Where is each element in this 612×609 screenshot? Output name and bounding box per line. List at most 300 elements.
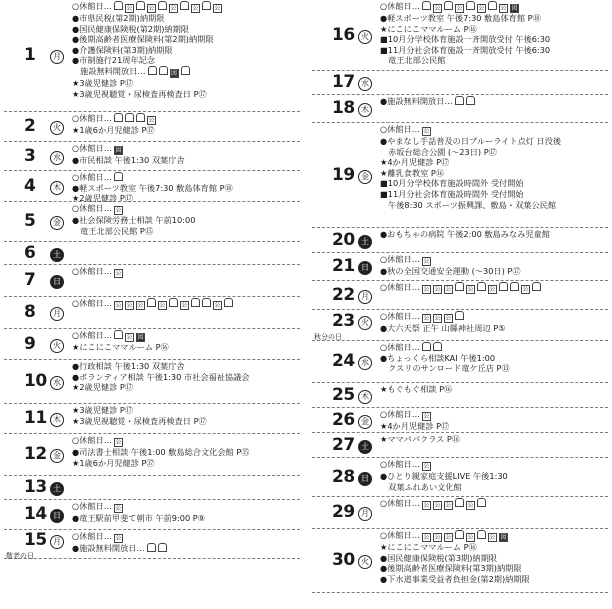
calendar-day-5	[4, 202, 300, 242]
day-number: 14	[24, 504, 47, 524]
day-number: 5	[24, 211, 36, 231]
hall-icon: 公	[467, 534, 474, 541]
hall-icon: 公	[115, 302, 122, 309]
event-text: ●国民健康保険税(第3期)納期限	[380, 552, 497, 563]
event-list	[380, 498, 608, 510]
day-number: 8	[24, 302, 36, 322]
calendar-day-28	[312, 458, 608, 497]
library-icon: 図	[500, 534, 507, 541]
weekday-badge: 火	[358, 555, 372, 569]
event-line	[380, 353, 608, 364]
hall-icon: 公	[423, 286, 430, 293]
day-number: 13	[24, 477, 47, 497]
weekday-badge: 火	[358, 316, 372, 330]
event-text: ●ひとり親家庭支援LIVE 午後1:30	[380, 471, 508, 481]
weekday-badge: 火	[50, 121, 64, 135]
hall-icon: 公	[115, 505, 122, 512]
event-line	[380, 311, 608, 323]
day-number: 19	[332, 165, 355, 185]
event-list	[72, 172, 300, 204]
event-text: 赤坂台総合公園 (～23日) P⑰	[388, 146, 497, 157]
hall-icon: 公	[489, 534, 496, 541]
hall-icon: 公	[423, 502, 430, 509]
event-text: ○休館日…	[380, 459, 420, 469]
library-icon: 図	[511, 5, 518, 12]
event-line	[380, 254, 608, 266]
facility-icon	[466, 1, 475, 10]
event-text: ○休館日…	[72, 266, 112, 276]
event-text: ●後期高齢者医療保険料(第2期)納期限	[72, 34, 214, 45]
event-line	[72, 531, 300, 543]
event-list	[72, 113, 300, 136]
weekday-badge: 月	[50, 535, 64, 549]
event-line	[380, 563, 608, 574]
weekday-badge: 日	[50, 509, 64, 523]
hall-icon: 公	[423, 534, 430, 541]
event-text: 竜王北部公民館	[388, 55, 446, 66]
calendar-day-29	[312, 497, 608, 529]
event-text: ○休館日…	[72, 298, 112, 308]
calendar-day-1	[4, 0, 300, 112]
event-line	[380, 34, 608, 45]
event-line	[72, 447, 300, 458]
weekday-badge: 日	[50, 275, 64, 289]
facility-icon	[180, 1, 189, 10]
event-text: ★3歳児視聴覚・尿検査再検査日 P⑰	[72, 415, 207, 426]
weekday-badge: 土	[50, 248, 64, 262]
event-line	[72, 361, 300, 372]
facility-icon	[191, 298, 200, 307]
event-line	[72, 89, 300, 100]
event-line	[380, 409, 608, 421]
event-line	[380, 178, 608, 189]
event-text: ●社会保険労務士相談 午前10:00	[72, 215, 196, 225]
hall-icon: 公	[170, 5, 177, 12]
hall-icon: 公	[115, 439, 122, 446]
hall-icon: 公	[214, 5, 221, 12]
hall-icon: 公	[500, 5, 507, 12]
event-text: ●軽スポーツ教室 午後7:30 敷島体育館 P⑱	[72, 182, 233, 193]
event-list	[72, 531, 300, 554]
hall-icon: 公	[522, 286, 529, 293]
event-list	[380, 434, 608, 445]
day-number: 2	[24, 116, 36, 136]
calendar-day-8	[4, 297, 300, 329]
calendar-day-13	[4, 476, 300, 500]
event-text: ●秋の全国交通安全運動 (～30日) P⑰	[380, 266, 521, 276]
event-line	[72, 55, 300, 66]
event-list	[72, 435, 300, 468]
calendar-day-22	[312, 281, 608, 310]
event-text: ○休館日…	[380, 409, 420, 419]
event-line	[380, 147, 608, 158]
event-line	[72, 382, 300, 393]
facility-icon	[158, 543, 167, 552]
event-line	[72, 45, 300, 56]
weekday-badge: 木	[358, 390, 372, 404]
event-line	[380, 200, 608, 211]
event-text: ●軽スポーツ教室 午後7:30 敷島体育館 P⑱	[380, 13, 541, 23]
hall-icon: 公	[445, 315, 452, 322]
day-number: 12	[24, 444, 47, 464]
weekday-badge: 月	[358, 290, 372, 304]
calendar-day-6	[4, 242, 300, 265]
event-text: 施設無料開放日…	[80, 65, 146, 76]
calendar-day-18	[312, 95, 608, 123]
calendar-day-2	[4, 112, 300, 142]
event-line	[72, 1, 300, 13]
event-text: ■10月分学校体育施設一斉開放受付 午後6:30	[380, 34, 551, 45]
hall-icon: 公	[115, 207, 122, 214]
event-line	[380, 124, 608, 136]
event-text: ●行政相談 午後1:30 双葉庁舎	[72, 361, 185, 371]
day-number: 24	[332, 351, 355, 371]
event-list	[380, 459, 608, 492]
event-line	[72, 372, 300, 383]
facility-icon	[455, 530, 464, 539]
event-list	[380, 282, 608, 294]
facility-icon	[477, 530, 486, 539]
facility-icon	[169, 298, 178, 307]
day-number: 3	[24, 146, 36, 166]
day-number: 20	[332, 230, 355, 250]
event-line	[72, 405, 300, 416]
event-text: ●下水道事業受益者負担金(第2期)納期限	[380, 573, 530, 584]
facility-icon	[224, 298, 233, 307]
event-line	[380, 542, 608, 553]
weekday-badge: 木	[50, 181, 64, 195]
hall-icon: 公	[137, 302, 144, 309]
event-line	[72, 24, 300, 35]
day-number: 30	[332, 550, 355, 570]
facility-icon	[114, 113, 123, 122]
facility-icon	[466, 96, 475, 105]
event-line	[380, 266, 608, 277]
calendar-day-20	[312, 228, 608, 253]
event-list	[72, 501, 300, 524]
event-text: ○休館日…	[72, 172, 112, 182]
hall-icon: 公	[445, 502, 452, 509]
event-text: ●やまなし手話普及の日ブルーライト点灯 日没後	[380, 136, 562, 146]
event-text: ★離乳食教室 P⑯	[380, 167, 445, 178]
weekday-badge: 火	[50, 339, 64, 353]
facility-icon	[148, 66, 157, 75]
event-list	[72, 361, 300, 393]
hall-icon: 公	[478, 5, 485, 12]
weekday-badge: 月	[50, 50, 64, 64]
event-line	[72, 143, 300, 155]
event-line	[380, 24, 608, 35]
calendar-day-11	[4, 404, 300, 434]
event-line	[380, 96, 608, 107]
event-text: ●介護保険料(第3期)納期限	[72, 44, 173, 55]
calendar-day-26	[312, 408, 608, 433]
weekday-badge: 水	[50, 376, 64, 390]
event-text: ■11月分社会体育施設時間外 受付開始	[380, 188, 524, 199]
event-text: ●ボランティア相談 午後1:30 市社会福祉協議会	[72, 371, 250, 382]
weekday-badge: 火	[358, 30, 372, 44]
event-text: ●市民相談 午後1:30 双葉庁舎	[72, 155, 185, 165]
event-line	[72, 215, 300, 226]
facility-icon	[477, 498, 486, 507]
event-text: ●施設無料開放日…	[72, 543, 145, 553]
event-text: ●施設無料開放日…	[380, 96, 453, 106]
event-line	[380, 157, 608, 168]
hall-icon: 公	[423, 128, 430, 135]
library-icon: 図	[137, 334, 144, 341]
event-list	[380, 1, 608, 66]
event-text: ○休館日…	[380, 530, 420, 540]
event-text: ■10月分学校体育施設時間外 受付開始	[380, 178, 524, 189]
event-text: ★3歳児健診 P⑰	[72, 77, 134, 88]
facility-icon	[125, 113, 134, 122]
facility-icon	[114, 1, 123, 10]
calendar-day-19	[312, 123, 608, 228]
event-line	[380, 45, 608, 56]
hall-icon: 公	[181, 302, 188, 309]
event-text: ●おもちゃの病院 午後2:00 敷島みなみ児童館	[380, 229, 550, 239]
weekday-badge: 土	[50, 482, 64, 496]
day-number: 27	[332, 435, 355, 455]
event-line	[380, 1, 608, 13]
calendar-day-15	[4, 530, 300, 559]
facility-icon	[114, 172, 123, 181]
event-text: ○休館日…	[380, 282, 420, 292]
day-number: 25	[332, 385, 355, 405]
facility-icon	[455, 282, 464, 291]
event-text: ★1歳6か月児健診 P⑰	[72, 125, 155, 135]
event-line	[72, 330, 300, 342]
event-list	[380, 229, 608, 240]
event-line	[72, 298, 300, 310]
event-list	[72, 405, 300, 426]
event-line	[72, 203, 300, 215]
event-text: ★にこにこママルーム P⑯	[380, 23, 477, 34]
event-line	[72, 513, 300, 524]
facility-icon	[455, 311, 464, 320]
facility-icon	[477, 282, 486, 291]
weekday-badge: 日	[358, 472, 372, 486]
event-line	[72, 113, 300, 125]
hall-icon: 公	[148, 117, 155, 124]
event-text: ★にこにこママルーム P⑯	[380, 542, 477, 552]
hall-icon: 公	[434, 315, 441, 322]
weekday-badge: 土	[358, 440, 372, 454]
event-line	[380, 574, 608, 585]
calendar-day-17	[312, 71, 608, 95]
weekday-badge: 土	[358, 235, 372, 249]
hall-icon: 公	[192, 5, 199, 12]
event-line	[72, 172, 300, 183]
hall-icon: 公	[126, 302, 133, 309]
hall-icon: 公	[445, 286, 452, 293]
facility-icon	[488, 1, 497, 10]
event-text: ○休館日…	[72, 143, 112, 153]
event-list	[380, 530, 608, 584]
day-number: 10	[24, 371, 47, 391]
facility-icon	[510, 282, 519, 291]
facility-icon	[444, 1, 453, 10]
event-text: ○休館日…	[72, 330, 112, 340]
event-text: ○休館日…	[72, 531, 112, 541]
facility-icon	[114, 330, 123, 339]
hall-icon: 公	[445, 534, 452, 541]
event-line	[380, 13, 608, 24]
facility-icon	[136, 1, 145, 10]
event-text: ○休館日…	[72, 435, 112, 445]
day-number: 4	[24, 176, 36, 196]
day-number: 23	[332, 311, 355, 331]
day-number: 21	[332, 256, 355, 276]
event-list	[72, 143, 300, 166]
event-list	[72, 298, 300, 310]
day-number: 28	[332, 467, 355, 487]
day-number: 9	[24, 334, 36, 354]
facility-icon	[455, 96, 464, 105]
facility-icon	[181, 66, 190, 75]
day-number: 18	[332, 98, 355, 118]
weekday-badge: 木	[50, 413, 64, 427]
weekday-badge: 日	[358, 261, 372, 275]
event-line	[72, 66, 300, 78]
hall-icon: 公	[434, 534, 441, 541]
hall-icon: 公	[423, 258, 430, 265]
weekday-badge: 金	[358, 170, 372, 184]
event-line	[380, 136, 608, 147]
event-line	[380, 421, 608, 432]
hall-icon: 公	[115, 270, 122, 277]
event-line	[380, 168, 608, 179]
event-list	[72, 1, 300, 99]
facility-icon	[158, 1, 167, 10]
event-line	[380, 434, 608, 445]
event-text: ○休館日…	[380, 342, 420, 352]
day-number: 17	[332, 72, 355, 92]
event-text: ●大六天祭 正午 山縣神社周辺 P⑤	[380, 323, 506, 333]
event-text: ○休館日…	[380, 124, 420, 134]
event-text: ○休館日…	[72, 203, 112, 213]
day-number: 16	[332, 25, 355, 45]
event-line	[72, 266, 300, 278]
event-text: ★1歳6か月児健診 P⑰	[72, 457, 155, 468]
facility-icon	[499, 282, 508, 291]
event-line	[380, 342, 608, 353]
event-text: 午後8:30 スポーツ振興課、敷島・双葉公民館	[388, 199, 557, 210]
event-line	[380, 459, 608, 471]
event-line	[380, 553, 608, 564]
event-list	[380, 409, 608, 432]
day-number: 6	[24, 243, 36, 263]
event-text: ○休館日…	[72, 501, 112, 511]
hall-icon: 公	[148, 5, 155, 12]
event-text: ●竜王駅前甲斐て朝市 午前9:00 P⑨	[72, 513, 206, 523]
event-line	[72, 34, 300, 45]
facility-icon	[159, 66, 168, 75]
calendar-day-25	[312, 383, 608, 408]
holiday-label: 敬老の日	[6, 552, 34, 560]
calendar-day-10	[4, 360, 300, 404]
calendar-day-30	[312, 529, 608, 593]
calendar-day-9	[4, 329, 300, 360]
event-text: ○休館日…	[72, 113, 112, 123]
event-text: ○休館日…	[380, 498, 420, 508]
event-list	[380, 311, 608, 334]
hall-icon: 公	[126, 5, 133, 12]
calendar-day-24	[312, 341, 608, 383]
event-list	[380, 96, 608, 107]
weekday-badge: 月	[50, 307, 64, 321]
event-line	[380, 189, 608, 200]
event-text: ★2歳児健診 P⑰	[72, 382, 134, 393]
calendar-column-right	[312, 0, 608, 593]
event-text: ■11月分社会体育施設一斉開放受付 午後6:30	[380, 44, 551, 55]
hall-icon: 公	[423, 463, 430, 470]
event-line	[380, 323, 608, 334]
calendar-day-4	[4, 171, 300, 202]
weekday-badge: 水	[50, 151, 64, 165]
event-text: ★4か月児健診 P⑰	[380, 157, 450, 168]
event-text: ●ちょっくら相談KAI 午後1:00	[380, 352, 496, 363]
event-list	[380, 342, 608, 374]
facility-icon	[532, 282, 541, 291]
hall-icon: 公	[126, 334, 133, 341]
library-icon: 図	[115, 147, 122, 154]
hall-icon: 公	[434, 5, 441, 12]
event-text: ○休館日…	[380, 1, 420, 11]
event-text: ★3歳児健診 P⑰	[72, 405, 134, 415]
facility-icon	[147, 543, 156, 552]
day-number: 29	[332, 502, 355, 522]
facility-icon	[422, 342, 431, 351]
weekday-badge: 金	[358, 415, 372, 429]
weekday-badge: 金	[50, 449, 64, 463]
event-text: ★にこにこママルーム P⑯	[72, 342, 169, 352]
facility-icon	[455, 498, 464, 507]
event-text: ●司法書士相談 午後1:00 敷島総合文化会館 P⑮	[72, 447, 250, 457]
weekday-badge: 金	[50, 216, 64, 230]
event-text: ●市県民税(第2期)納期限	[72, 13, 165, 23]
event-line	[72, 458, 300, 469]
day-number: 15	[24, 530, 47, 550]
day-number: 1	[24, 45, 36, 65]
event-list	[72, 203, 300, 236]
day-number: 22	[332, 285, 355, 305]
event-line	[380, 471, 608, 482]
facility-icon	[202, 298, 211, 307]
hall-icon: 公	[115, 535, 122, 542]
event-text: クスリのサンロード竜ケ丘店 P⑬	[388, 363, 510, 374]
event-line	[72, 183, 300, 194]
hall-icon: 公	[423, 413, 430, 420]
event-list	[380, 384, 608, 395]
event-text: ●国民健康保険税(第2期)納期限	[72, 23, 189, 34]
event-list	[380, 254, 608, 277]
day-number: 26	[332, 410, 355, 430]
event-text: ○休館日…	[72, 1, 112, 11]
event-list	[72, 266, 300, 278]
event-list	[72, 330, 300, 353]
event-text: ★もぐもぐ相談 P⑯	[380, 384, 453, 394]
event-list	[380, 124, 608, 210]
hall-icon: 公	[489, 286, 496, 293]
hall-icon: 公	[467, 502, 474, 509]
hall-icon: 公	[434, 286, 441, 293]
event-text: 双葉ふれあい文化館	[388, 481, 462, 492]
event-line	[380, 482, 608, 493]
calendar-day-23	[312, 310, 608, 341]
day-number: 7	[24, 270, 36, 290]
hall-icon: 公	[434, 502, 441, 509]
